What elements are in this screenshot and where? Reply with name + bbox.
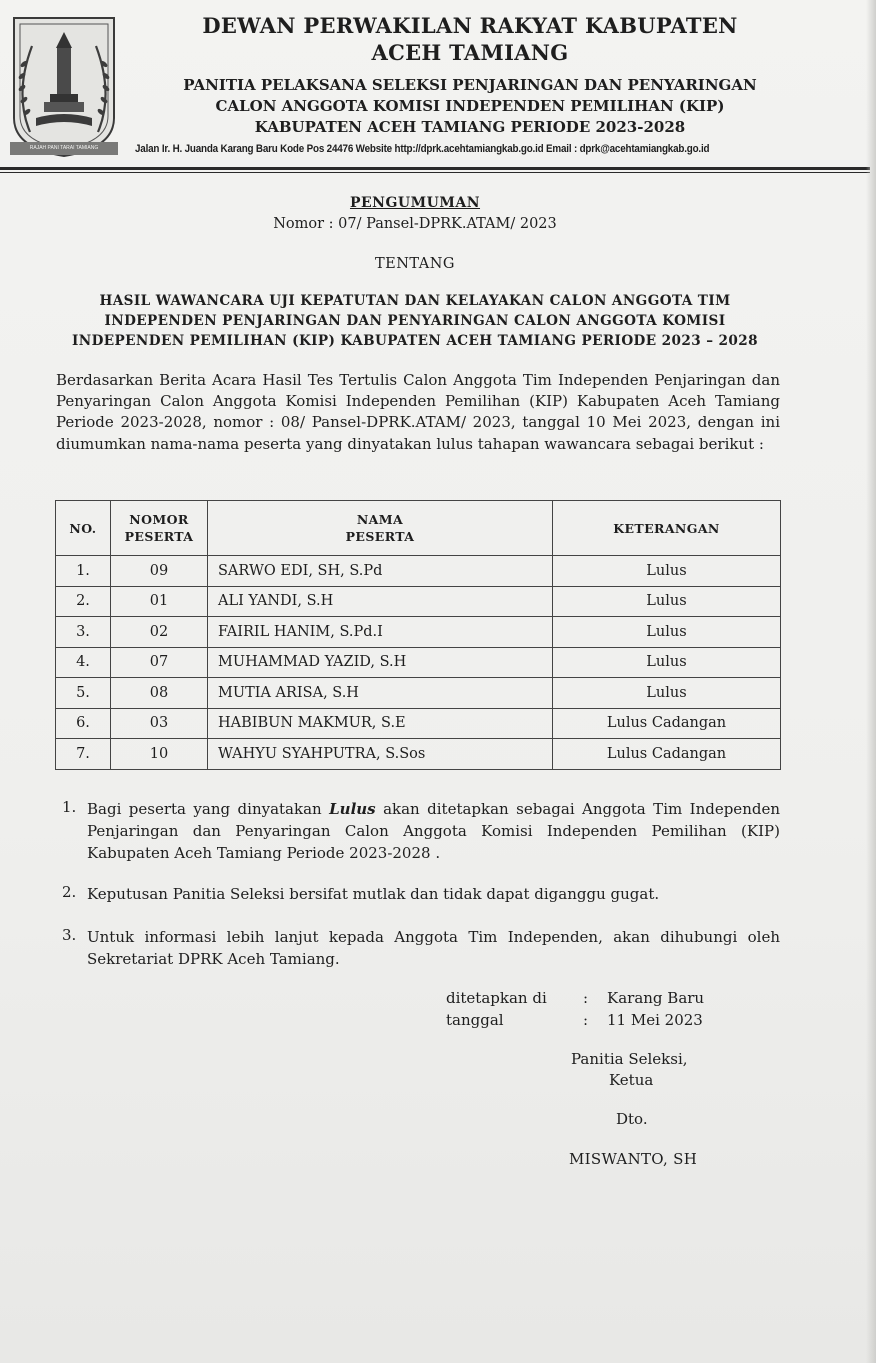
cell-nomor: 10 bbox=[111, 739, 208, 770]
header-nomor-line-1: NOMOR bbox=[129, 512, 189, 527]
table-row bbox=[56, 556, 781, 587]
header-nama-line-2: PESERTA bbox=[345, 529, 415, 544]
header-keterangan: KETERANGAN bbox=[553, 501, 781, 556]
page-edge-shadow bbox=[866, 0, 876, 1363]
note-number: 1. bbox=[62, 798, 77, 816]
announcement-tentang: TENTANG bbox=[374, 256, 456, 272]
cell-nomor: 08 bbox=[111, 678, 208, 709]
cell-keterangan: Lulus bbox=[553, 647, 781, 678]
cell-no: 5. bbox=[56, 678, 111, 709]
sig-place-value: Karang Baru bbox=[607, 989, 705, 1007]
cell-nomor: 01 bbox=[111, 586, 208, 617]
logo-motto: RAJAH PANI TARAI TAMIANG bbox=[29, 145, 99, 151]
table-row bbox=[56, 647, 781, 678]
sig-date-colon: : bbox=[583, 1011, 589, 1029]
announcement-number: Nomor : 07/ Pansel-DPRK.ATAM/ 2023 bbox=[273, 216, 557, 232]
cell-nama: ALI YANDI, S.H bbox=[208, 586, 553, 617]
cell-keterangan: Lulus Cadangan bbox=[553, 708, 781, 739]
table-row bbox=[56, 708, 781, 739]
sig-date-label: tanggal bbox=[446, 1011, 504, 1029]
table-row bbox=[56, 739, 781, 770]
sig-date-value: 11 Mei 2023 bbox=[607, 1011, 703, 1029]
letterhead-rule-thick bbox=[0, 167, 870, 170]
cell-keterangan: Lulus bbox=[553, 617, 781, 648]
regency-emblem-icon bbox=[2, 14, 126, 160]
letterhead-committee: PANITIA PELAKSANA SELEKSI PENJARINGAN DAN PENYARINGAN bbox=[183, 76, 757, 94]
cell-nama: WAHYU SYAHPUTRA, S.Sos bbox=[208, 739, 553, 770]
note-item bbox=[56, 926, 780, 970]
announcement-title: PENGUMUMAN bbox=[349, 195, 481, 211]
note-item bbox=[56, 883, 780, 905]
letterhead-period: KABUPATEN ACEH TAMIANG PERIODE 2023-2028 bbox=[254, 118, 686, 136]
cell-no: 3. bbox=[56, 617, 111, 648]
letterhead-institution: DEWAN PERWAKILAN RAKYAT KABUPATEN bbox=[202, 13, 738, 38]
intro-paragraph: Berdasarkan Berita Acara Hasil Tes Tertulis Calon Anggota Tim Independen Penjaringan dan Penyaringan Calon Anggota Komisi Independen Pemilihan (KIP) Kabupaten Aceh Tamiang Periode 2023-2028, nomor : 08/ Pansel-DPRK.ATAM/ 2023, tanggal 10 Mei 2023, dengan ini diumumkan nama-nama peserta yang dinyatakan lulus tahapan wawancara sebagai berikut : bbox=[56, 371, 780, 453]
cell-no: 4. bbox=[56, 647, 111, 678]
note-number: 3. bbox=[62, 926, 77, 944]
announcement-subject-line-2: INDEPENDEN PENJARINGAN DAN PENYARINGAN CALON ANGGOTA KOMISI bbox=[104, 313, 726, 329]
note-emphasis: Lulus bbox=[329, 800, 376, 818]
cell-nama: MUTIA ARISA, S.H bbox=[208, 678, 553, 709]
sig-place-colon: : bbox=[583, 989, 589, 1007]
header-nomor-line-2: PESERTA bbox=[124, 529, 194, 544]
sig-committee: Panitia Seleksi, bbox=[571, 1050, 688, 1068]
cell-keterangan: Lulus bbox=[553, 556, 781, 587]
note-text: Keputusan Panitia Seleksi bersifat mutlak dan tidak dapat diganggu gugat. bbox=[87, 885, 660, 903]
letterhead-address: Jalan Ir. H. Juanda Karang Baru Kode Pos 24476 Website http://dprk.acehtamiangkab.go.id Email : dprk@acehtamiangkab.go.id bbox=[135, 143, 710, 155]
header-nama-peserta bbox=[208, 501, 553, 556]
cell-no: 1. bbox=[56, 556, 111, 587]
cell-nama: HABIBUN MAKMUR, S.E bbox=[208, 708, 553, 739]
note-text: Untuk informasi lebih lanjut kepada Anggota Tim Independen, akan dihubungi oleh Sekretariat DPRK Aceh Tamiang. bbox=[87, 928, 780, 968]
note-item bbox=[56, 798, 780, 864]
table-row bbox=[56, 617, 781, 648]
header-no: NO. bbox=[56, 501, 111, 556]
cell-nomor: 07 bbox=[111, 647, 208, 678]
note-text-after: akan ditetapkan sebagai Anggota Tim Independen Penjaringan dan Penyaringan Calon Anggota Komisi Independen Pemilihan (KIP) Kabupaten Aceh Tamiang Periode 2023-2028 . bbox=[87, 800, 780, 862]
cell-keterangan: Lulus bbox=[553, 586, 781, 617]
table-header-row bbox=[56, 501, 781, 556]
results-table bbox=[55, 500, 781, 770]
note-number: 2. bbox=[62, 883, 77, 901]
letterhead-regency: ACEH TAMIANG bbox=[371, 40, 569, 65]
cell-nama: MUHAMMAD YAZID, S.H bbox=[208, 647, 553, 678]
cell-nomor: 02 bbox=[111, 617, 208, 648]
letterhead-committee-2: CALON ANGGOTA KOMISI INDEPENDEN PEMILIHAN (KIP) bbox=[215, 97, 725, 115]
sig-dto: Dto. bbox=[616, 1110, 648, 1128]
cell-nomor: 09 bbox=[111, 556, 208, 587]
table-row bbox=[56, 678, 781, 709]
cell-no: 2. bbox=[56, 586, 111, 617]
cell-keterangan: Lulus Cadangan bbox=[553, 739, 781, 770]
cell-nama: SARWO EDI, SH, S.Pd bbox=[208, 556, 553, 587]
cell-no: 7. bbox=[56, 739, 111, 770]
announcement-subject-line-1: HASIL WAWANCARA UJI KEPATUTAN DAN KELAYAKAN CALON ANGGOTA TIM bbox=[99, 293, 731, 309]
header-nomor-peserta bbox=[111, 501, 208, 556]
note-text bbox=[87, 798, 780, 864]
cell-nama: FAIRIL HANIM, S.Pd.I bbox=[208, 617, 553, 648]
cell-no: 6. bbox=[56, 708, 111, 739]
cell-nomor: 03 bbox=[111, 708, 208, 739]
sig-role: Ketua bbox=[609, 1071, 654, 1089]
letterhead-rule-thin bbox=[0, 172, 870, 173]
sig-name: MISWANTO, SH bbox=[569, 1150, 698, 1168]
table-row bbox=[56, 586, 781, 617]
announcement-subject-line-3: INDEPENDEN PEMILIHAN (KIP) KABUPATEN ACEH TAMIANG PERIODE 2023 – 2028 bbox=[72, 333, 758, 349]
header-nama-line-1: NAMA bbox=[356, 512, 404, 527]
sig-place-label: ditetapkan di bbox=[446, 989, 547, 1007]
note-text-before: Bagi peserta yang dinyatakan bbox=[87, 800, 330, 818]
cell-keterangan: Lulus bbox=[553, 678, 781, 709]
